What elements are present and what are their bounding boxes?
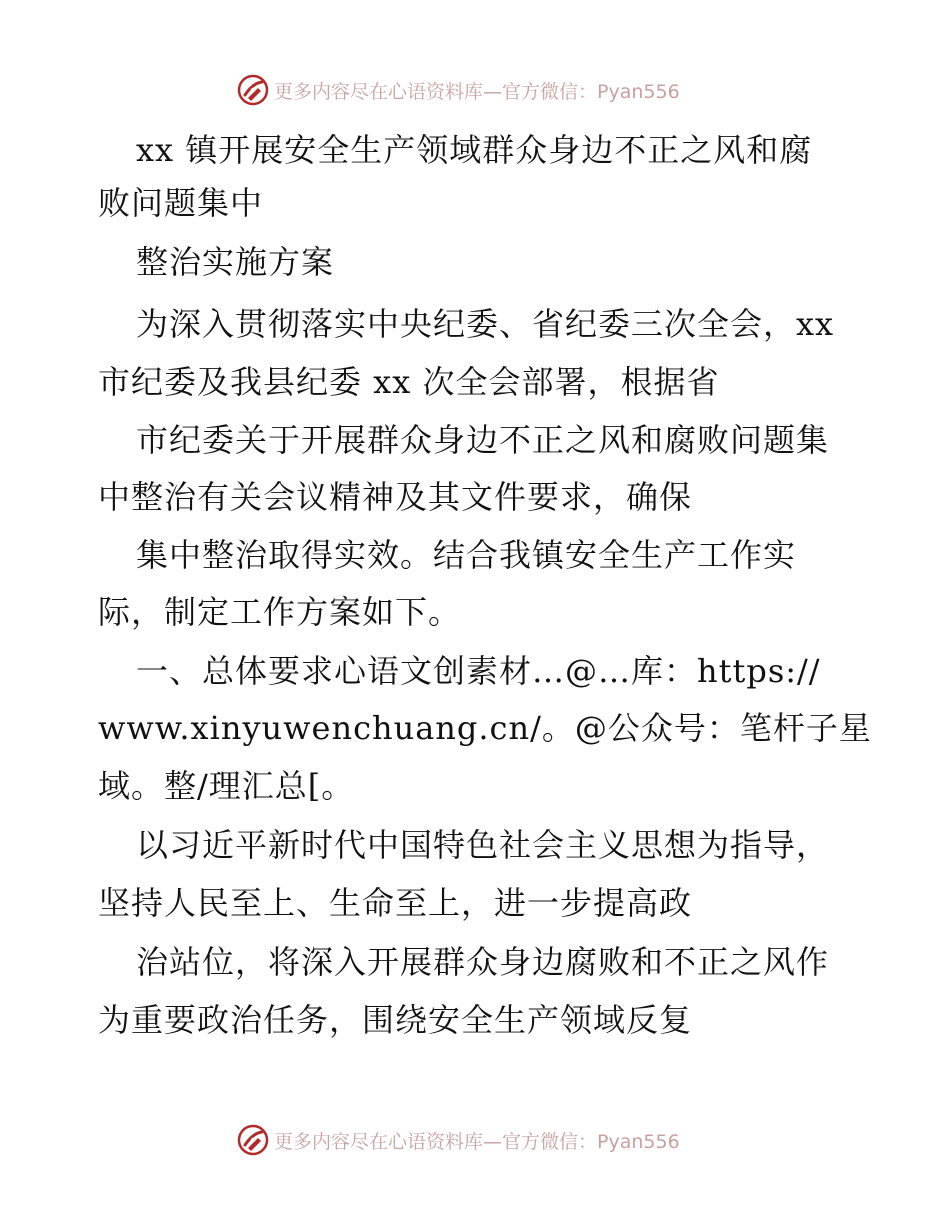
pen-logo-icon <box>236 1123 270 1157</box>
text-line: 为重要政治任务，围绕安全生产领域反复 <box>98 1001 693 1039</box>
watermark-text: 更多内容尽在心语资料库—官方微信：Pyan556 <box>274 80 680 103</box>
watermark-text: 更多内容尽在心语资料库—官方微信：Pyan556 <box>274 1130 680 1153</box>
text-line: 市纪委关于开展群众身边不正之风和腐败问题集 <box>136 421 830 459</box>
text-line: xx 镇开展安全生产领域群众身边不正之风和腐 <box>136 131 813 169</box>
text-line: 中整治有关会议精神及其文件要求，确保 <box>98 478 693 516</box>
text-line: 以习近平新时代中国特色社会主义思想为指导， <box>136 826 830 864</box>
text-line: 际，制定工作方案如下。 <box>98 593 462 631</box>
watermark-id: Pyan556 <box>597 80 680 103</box>
text-line: 坚持人民至上、生命至上，进一步提高政 <box>98 884 693 922</box>
text-line: 一、总体要求心语文创素材…@…库：https:// <box>136 652 821 690</box>
text-line: 败问题集中 <box>98 184 264 222</box>
pen-logo-icon <box>236 73 270 107</box>
text-line: 治站位，将深入开展群众身边腐败和不正之风作 <box>136 943 830 981</box>
header-watermark <box>236 72 716 108</box>
text-line: 域。整/理汇总[。 <box>98 767 355 805</box>
text-line: 整治实施方案 <box>136 243 335 281</box>
text-line: 为深入贯彻落实中央纪委、省纪委三次全会，xx <box>136 305 835 343</box>
watermark-id: Pyan556 <box>597 1130 680 1153</box>
text-line: www.xinyuwenchuang.cn/。@公众号：笔杆子星 <box>98 709 872 747</box>
text-line: 集中整治取得实效。结合我镇安全生产工作实 <box>136 536 797 574</box>
text-line: 市纪委及我县纪委 xx 次全会部署，根据省 <box>98 363 720 401</box>
footer-watermark <box>236 1122 716 1158</box>
